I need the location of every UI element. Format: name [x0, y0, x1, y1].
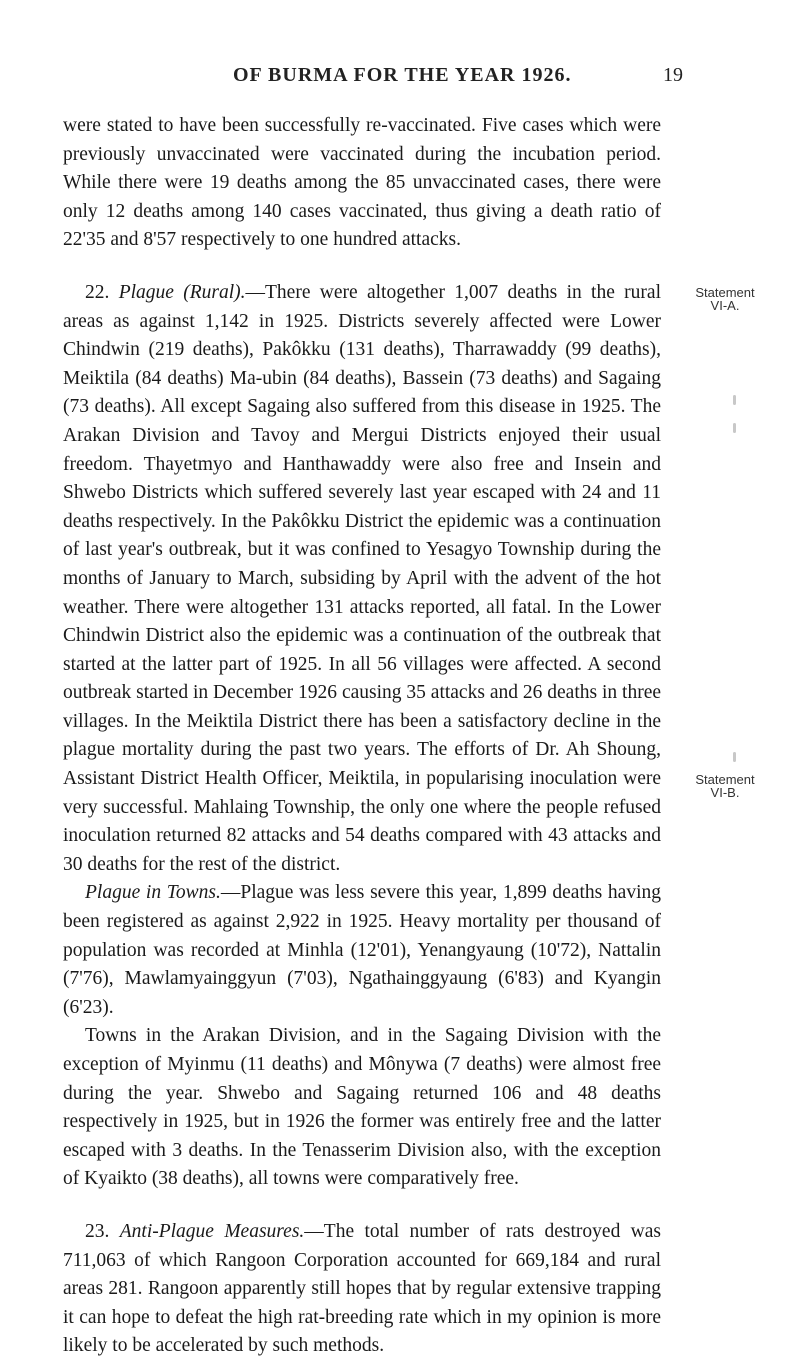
section-body: —The total number of rats destroyed was 711,063 of which Rangoon Corporation accounted for 669,184 and rural areas 281. Rangoon apparently still hopes that by regular extensive trapping it can hope to defeat the high rat-breeding rate which in my opinion is more likely to be accelerated by such methods. — [63, 1220, 662, 1357]
margin-note-statement-vi-a — [665, 286, 785, 312]
margin-note-statement-vi-b — [665, 773, 785, 799]
section-body: —There were altogether 1,007 deaths in the rural areas as against 1,142 in 1925. Districts severely affected were Lower Chindwin (219 deaths), Pakôkku (131 deaths), Tharrawaddy (99 deaths), Meiktila (84 deaths) Ma-ubin (84 deaths), Bassein (73 deaths) and Sagaing (73 deaths). All except Sagaing also suffered from this disease in 1925. The Arakan Division and Tavoy and Mergui Districts enjoyed their usual freedom. Thayetmyo and Hanthawaddy were also free and Insein and Shwebo Districts which suffered severely last year escaped with 24 and 11 deaths respectively. In the Pakôkku District the epidemic was a continuation of last year's outbreak, but it was confined to Yesagyo Township during the months of January to March, subsiding by April with the advent of the hot weather. There were altogether 131 attacks reported, all fatal. In the Lower Chindwin District also the epidemic was a continuation of the outbreak that started at the latter part of 1925. In all 56 villages were affected. A second outbreak started in December 1926 causing 35 attacks and 26 deaths in three villages. In the Meiktila District there has been a satisfactory decline in the plague mortality during the past two years. The efforts of Dr. Ah Shoung, Assistant District Health Officer, Meiktila, in popularising inoculation were very successful. Mahlaing Township, the only one where the people refused inoculation returned 82 attacks and 54 deaths compared with 43 attacks and 30 deaths for the rest of the district. — [63, 281, 661, 875]
section-number: 22. — [85, 281, 110, 303]
margin-note-line: VI-A. — [710, 298, 740, 313]
paragraph-continuation: were stated to have been successfully re-vaccinated. Five cases which were previously unvaccinated were vaccinated during the incubation period. While there were 19 deaths among the 85 unvaccinated cases, there were only 12 deaths among 140 cases vaccinated, thus giving a death ratio of 22'35 and 8'57 respectively to one hundred attacks. — [63, 115, 661, 251]
header-title: OF BURMA FOR THE YEAR 1926. — [233, 64, 572, 86]
paragraph-towns-divisions: Towns in the Arakan Division, and in the Sagaing Division with the exception of Myinmu (11 deaths) and Mônywa (7 deaths) were almost free during the year. Shwebo and Sagaing returned 106 and 48 deaths respectively in 1925, but in 1926 the former was entirely free and the latter escaped with 3 deaths. In the Tenasserim Division also, with the exception of Kyaikto (38 deaths), all towns were comparatively free. — [63, 1025, 661, 1190]
paragraph-plague-rural — [63, 279, 661, 879]
paragraph-plague-towns — [63, 879, 661, 1022]
section-number: 23. — [85, 1220, 110, 1242]
section-title: Anti-Plague Measures. — [119, 1220, 305, 1242]
ink-smudge — [733, 423, 736, 433]
section-title: Plague (Rural). — [118, 281, 246, 303]
margin-note-line: Statement — [695, 772, 755, 787]
margin-note-line: VI-B. — [710, 785, 740, 800]
section-body: —Plague was less severe this year, 1,899 deaths having been registered as against 2,922 in 1925. Heavy mortality per thousand of population was recorded at Minhla (12'01), Yenangyaung (10'72), Nattalin (7'76), Mawlamyainggyun (7'03), Ngathainggyaung (6'83) and Kyangin (6'23). — [63, 882, 661, 1018]
ink-smudge — [733, 752, 736, 762]
margin-note-line: Statement — [695, 285, 755, 300]
running-header — [0, 44, 800, 84]
page-number: 19 — [663, 64, 683, 86]
section-title: Plague in Towns. — [85, 882, 221, 904]
body-text — [63, 112, 661, 1361]
paragraph-anti-plague — [63, 1218, 661, 1361]
ink-smudge — [733, 395, 736, 405]
